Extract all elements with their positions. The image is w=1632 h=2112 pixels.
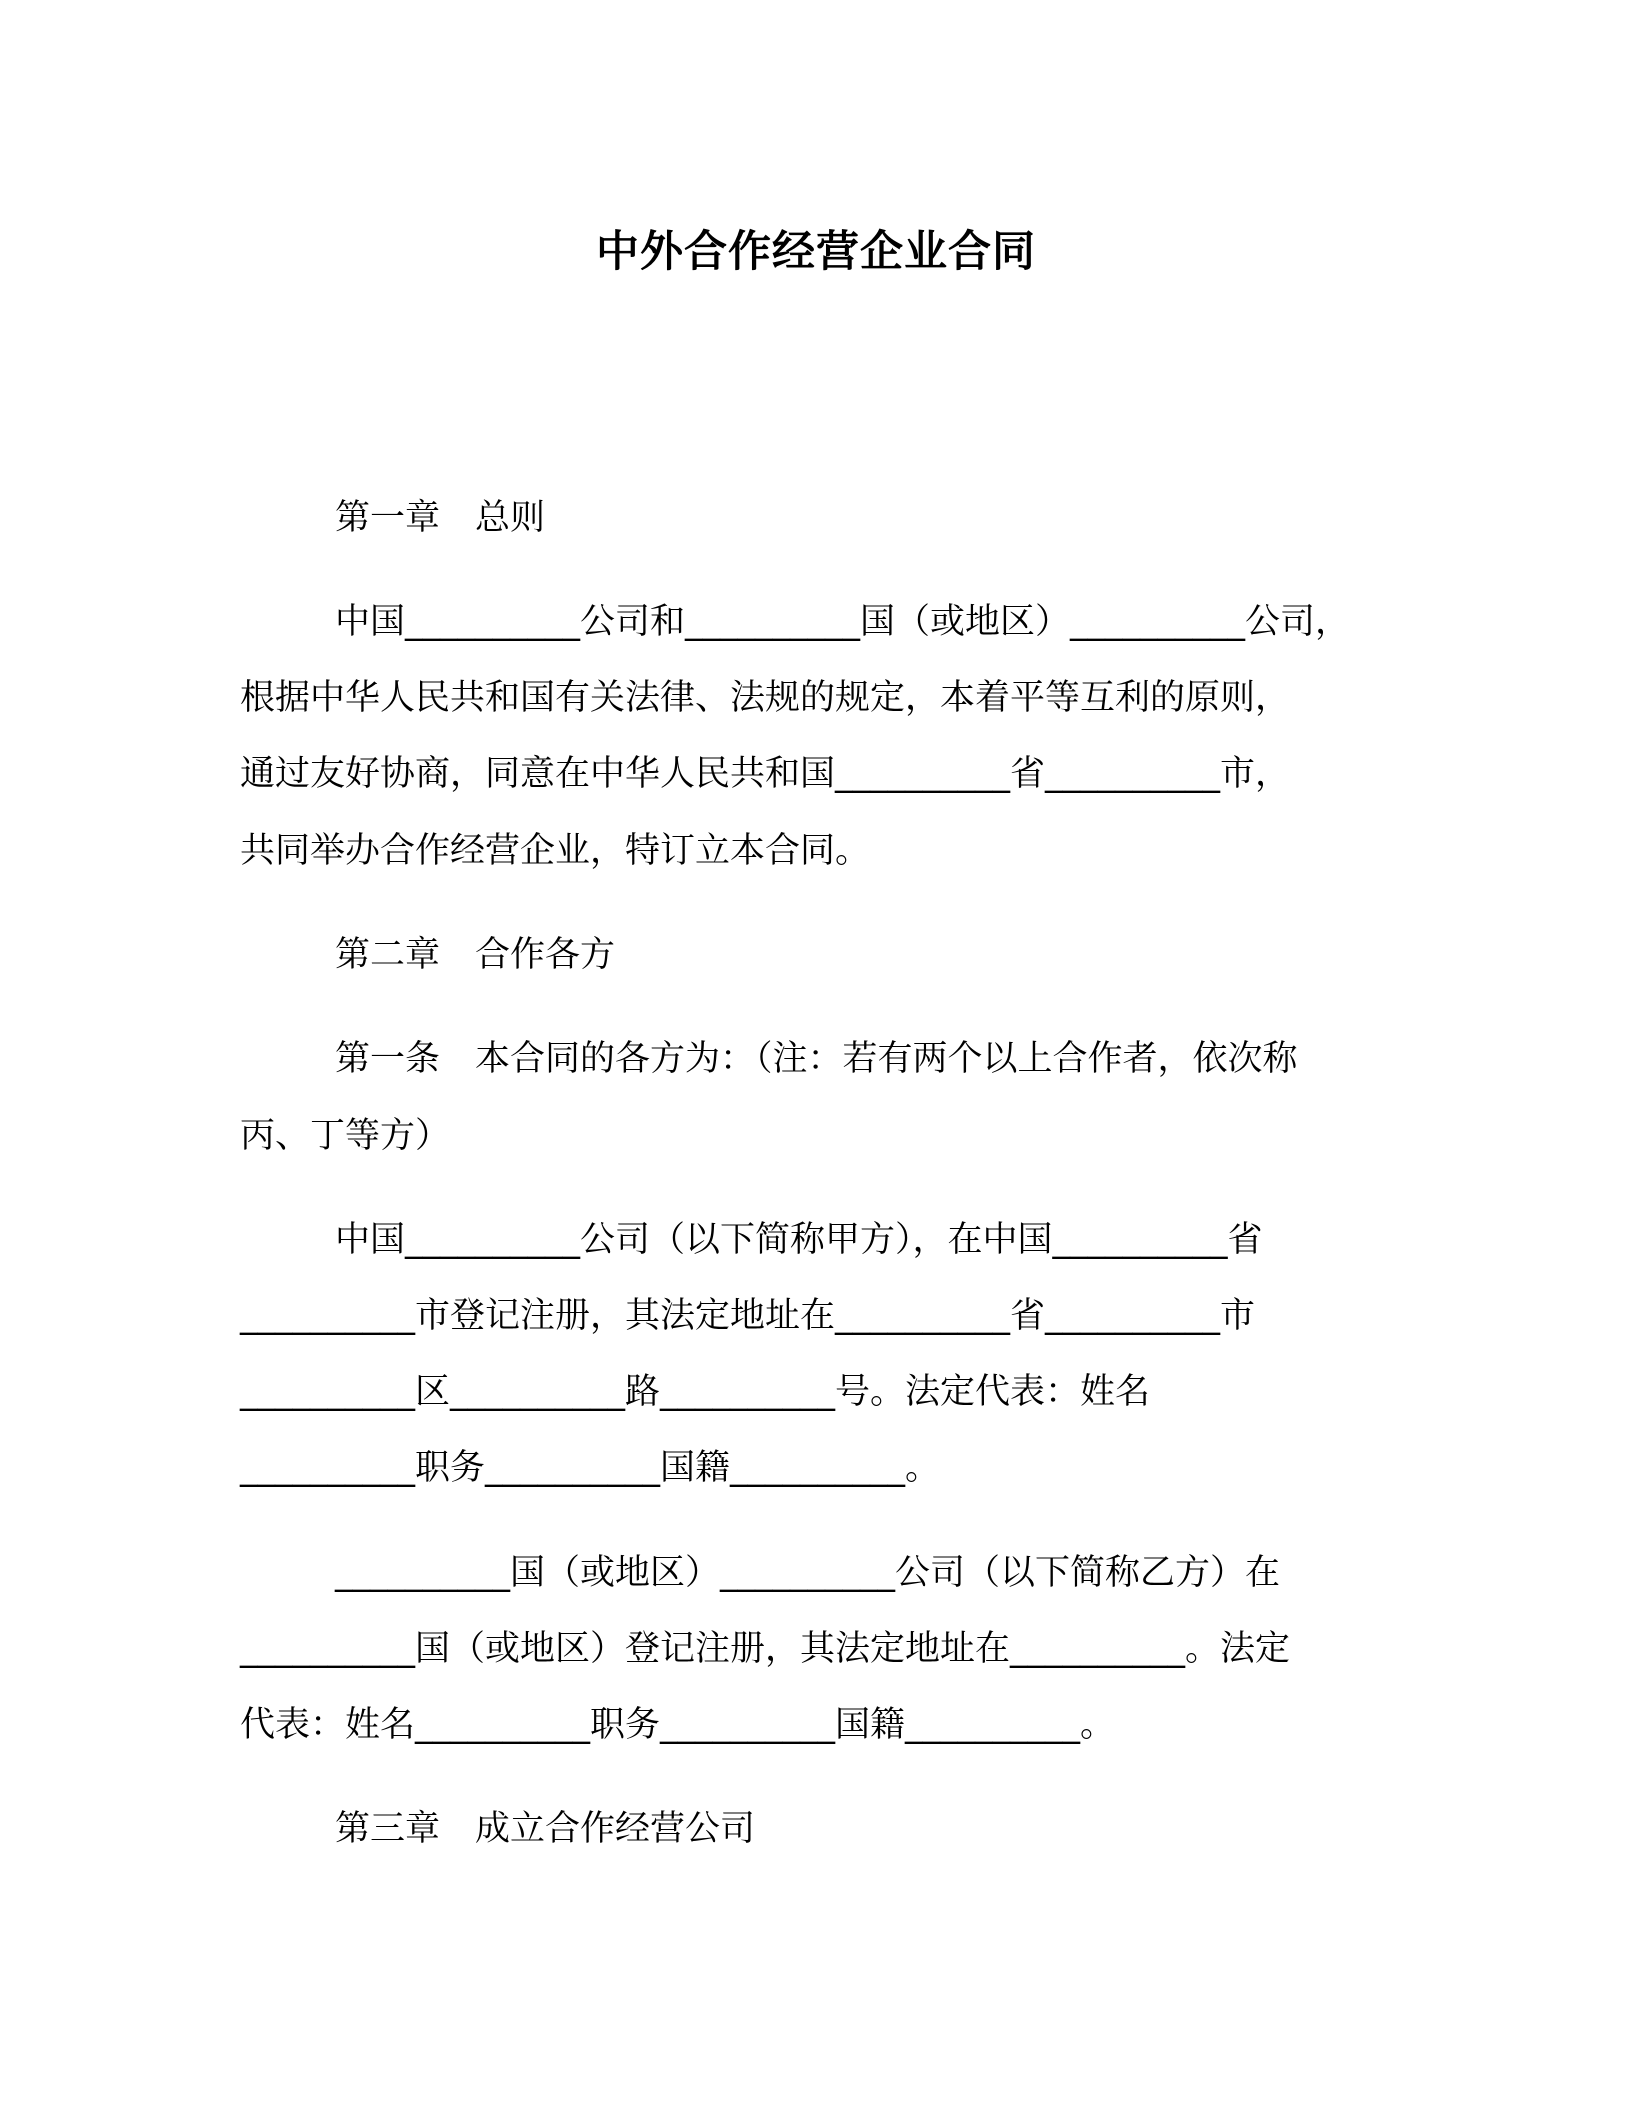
party-a-line: __________区__________路__________号。法定代表：姓名: [240, 1372, 1151, 1412]
article-line: 第一条 本合同的各方为：（注：若有两个以上合作者，依次称: [335, 1039, 1298, 1079]
paragraph-line: 中国__________公司和__________国（或地区）__________公司，: [335, 602, 1351, 642]
party-b-line: __________国（或地区）登记注册，其法定地址在__________。法定: [240, 1629, 1291, 1669]
party-b-line: 代表：姓名__________职务__________国籍__________。: [240, 1705, 1116, 1745]
article-line: 丙、丁等方）: [240, 1116, 451, 1156]
paragraph-line: 共同举办合作经营企业，特订立本合同。: [240, 831, 871, 871]
party-a-line: __________职务__________国籍__________。: [240, 1448, 941, 1488]
party-a-line: __________市登记注册，其法定地址在__________省__________市: [240, 1296, 1256, 1336]
chapter-heading: 第一章 总则: [335, 498, 546, 538]
paragraph-line: 通过友好协商，同意在中华人民共和国__________省__________市，: [240, 754, 1291, 794]
chapter-heading: 第二章 合作各方: [335, 935, 616, 975]
party-b-line: __________国（或地区）__________公司（以下简称乙方）在: [335, 1553, 1281, 1593]
document-title: 中外合作经营企业合同: [596, 227, 1036, 277]
paragraph-line: 根据中华人民共和国有关法律、法规的规定，本着平等互利的原则，: [240, 678, 1291, 718]
chapter-heading: 第三章 成立合作经营公司: [335, 1809, 756, 1849]
party-a-line: 中国__________公司（以下简称甲方），在中国__________省: [335, 1220, 1263, 1260]
